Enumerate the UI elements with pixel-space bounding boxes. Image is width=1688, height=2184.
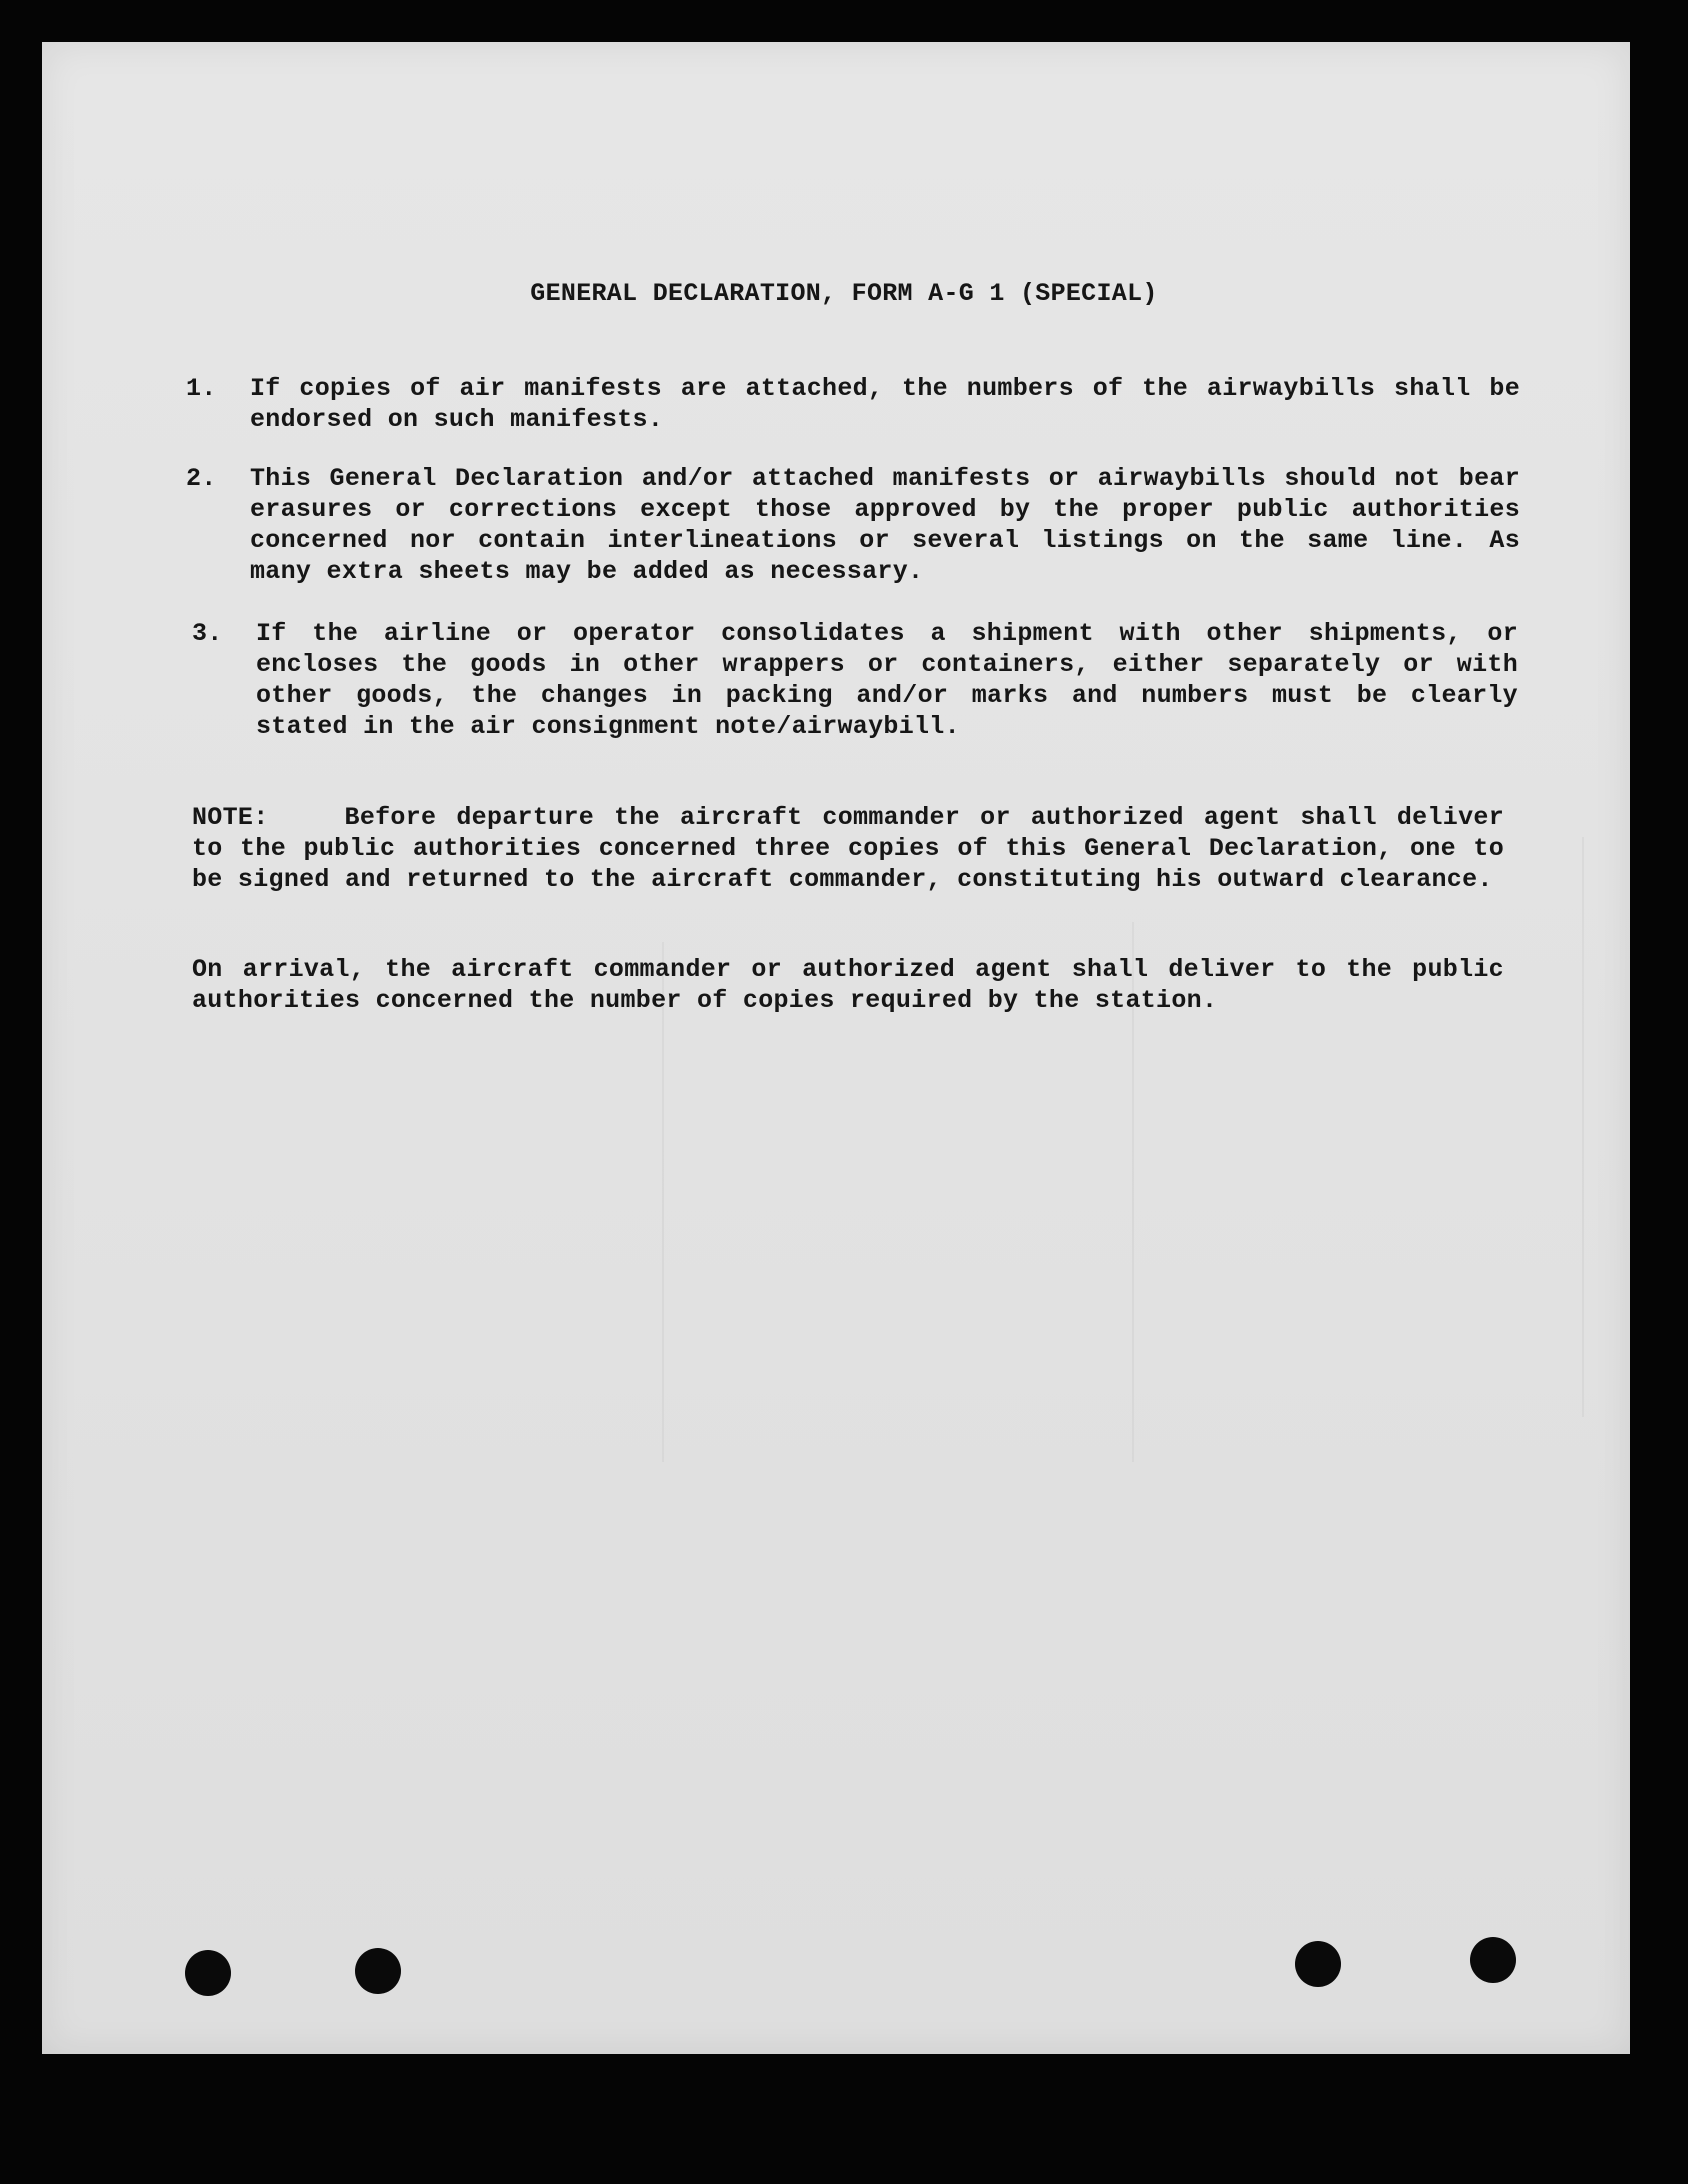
note-text: Before departure the aircraft commander or authorized agent shall deliver to the public authorities concerned three copies of this General Declaration, one to be signed and returned to the aircraft commander, constituting his outward clearance. [192,803,1504,894]
item-number: 1. [186,374,217,403]
item-text: This General Declaration and/or attached manifests or airwaybills should not bear erasures or corrections except those approved by the proper public authorities concerned nor contain interlineations or several listings on the same line. As many extra sheets may be added as necessary. [250,464,1520,586]
document-title: GENERAL DECLARATION, FORM A-G 1 (SPECIAL) [530,279,1158,308]
punch-hole [355,1948,401,1994]
instruction-item [186,373,1520,435]
instruction-item [186,463,1520,587]
note-paragraph [192,802,1504,895]
note-label: NOTE: [192,803,269,832]
arrival-paragraph: On arrival, the aircraft commander or authorized agent shall deliver to the public authorities concerned the number of copies required by the station. [192,955,1504,1015]
bleed-through-rule [1582,837,1584,1417]
instruction-item [192,618,1518,742]
item-text: If copies of air manifests are attached, the numbers of the airwaybills shall be endorsed on such manifests. [250,374,1520,434]
punch-hole [1295,1941,1341,1987]
item-number: 3. [192,619,223,648]
item-number: 2. [186,464,217,493]
bleed-through-rule [662,942,664,1462]
item-text: If the airline or operator consolidates a shipment with other shipments, or encloses the goods in other wrappers or containers, either separately or with other goods, the changes in packing and/or marks and numbers must be clearly stated in the air consignment note/airwaybill. [256,619,1518,741]
document-page [42,42,1630,2054]
punch-hole [1470,1937,1516,1983]
punch-hole [185,1950,231,1996]
